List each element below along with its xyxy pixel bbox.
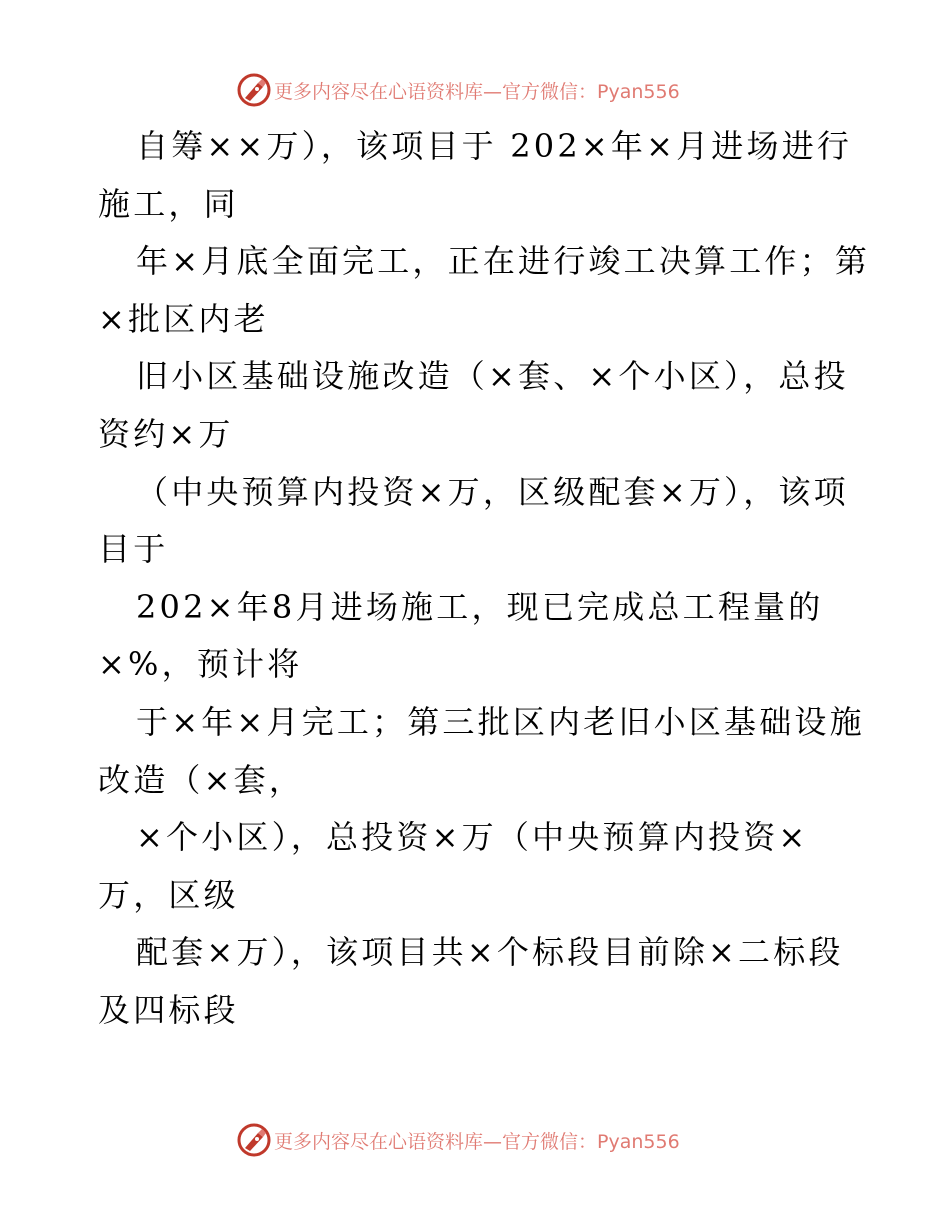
body-line: 年×月底全面完工，正在进行竣工决算工作；第 xyxy=(136,242,871,281)
body-line: 目于 xyxy=(98,530,169,569)
body-line: 资约×万 xyxy=(98,414,234,453)
body-line: 施工，同 xyxy=(98,184,239,223)
body-line: 万，区级 xyxy=(98,875,239,914)
watermark-footer xyxy=(236,1120,716,1160)
body-line: （中央预算内投资×万，区级配套×万），该项 xyxy=(136,472,849,511)
body-line: 配套×万），该项目共×个标段目前除×二标段 xyxy=(136,933,844,972)
body-line: ×批区内老 xyxy=(98,299,269,338)
body-line: 于×年×月完工；第三批区内老旧小区基础设施 xyxy=(136,702,865,741)
pen-nib-logo-icon xyxy=(236,1122,272,1158)
document-body xyxy=(98,118,871,1040)
body-line: 改造（×套， xyxy=(98,760,305,799)
watermark-header xyxy=(236,70,716,110)
pen-nib-logo-icon xyxy=(236,72,272,108)
body-line: 自筹××万），该项目于 202×年×月进场进行 xyxy=(136,127,853,165)
body-line: ×%，预计将 xyxy=(98,645,303,684)
body-line: 202×年8月进场施工，现已完成总工程量的 xyxy=(136,587,824,626)
body-line: 旧小区基础设施改造（×套、×个小区），总投 xyxy=(136,357,849,396)
watermark-text: 更多内容尽在心语资料库—官方微信：Pyan556 xyxy=(274,80,680,103)
body-line: ×个小区），总投资×万（中央预算内投资× xyxy=(136,818,809,857)
body-line: 及四标段 xyxy=(98,990,239,1029)
watermark-text: 更多内容尽在心语资料库—官方微信：Pyan556 xyxy=(274,1130,680,1153)
